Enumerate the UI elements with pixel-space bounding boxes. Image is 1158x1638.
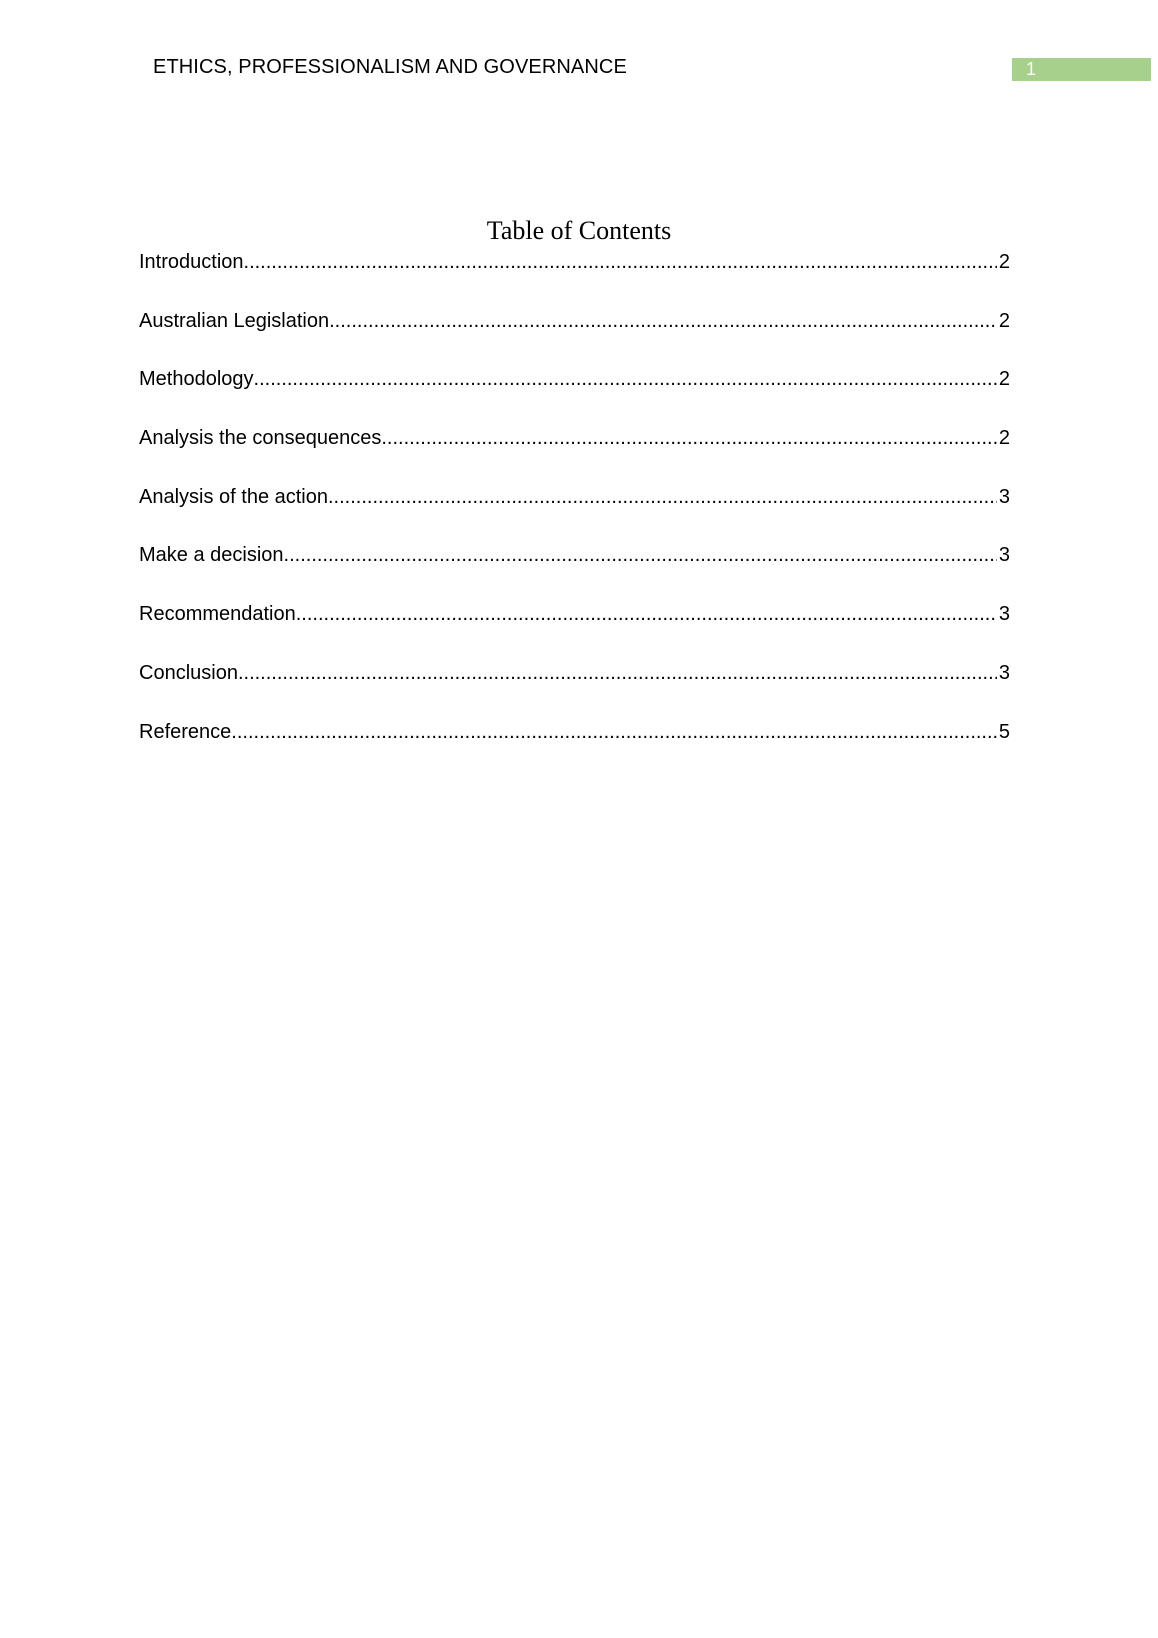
- toc-entry-recommendation[interactable]: [139, 600, 1010, 659]
- toc-dot-leader: [244, 248, 997, 276]
- toc-entry-methodology[interactable]: [139, 365, 1010, 424]
- toc-entry-label: Make a decision: [139, 544, 284, 567]
- toc-dot-leader: [328, 483, 997, 511]
- toc-entry-page: 2: [998, 251, 1010, 273]
- toc-entry-label: Recommendation: [139, 603, 296, 626]
- toc-entry-introduction[interactable]: [139, 248, 1010, 307]
- toc-dot-leader: [329, 307, 997, 335]
- toc-entry-analysis-consequences[interactable]: [139, 424, 1010, 483]
- toc-dot-leader: [231, 718, 997, 746]
- toc-entry-page: 5: [998, 720, 1010, 743]
- toc-entry-reference[interactable]: [139, 718, 1010, 777]
- toc-entry-label: Conclusion: [139, 661, 238, 684]
- toc-entry-label: Analysis of the action: [139, 485, 328, 508]
- toc-entry-australian-legislation[interactable]: [139, 307, 1010, 366]
- toc-entry-conclusion[interactable]: [139, 659, 1010, 718]
- toc-entry-page: 3: [998, 603, 1010, 626]
- running-header-title: ETHICS, PROFESSIONALISM AND GOVERNANCE: [153, 56, 627, 78]
- page-number-badge: [1012, 58, 1151, 81]
- toc-dot-leader: [381, 424, 997, 452]
- toc-title: Table of Contents: [486, 216, 672, 245]
- toc-entry-analysis-action[interactable]: [139, 483, 1010, 542]
- toc-entry-page: 3: [998, 485, 1010, 508]
- toc-dot-leader: [254, 365, 997, 393]
- toc-dot-leader: [238, 659, 997, 687]
- toc-entry-label: Reference: [139, 720, 232, 743]
- toc-entry-page: 2: [998, 368, 1010, 391]
- toc-entry-label: Methodology: [139, 368, 254, 391]
- toc-entry-make-decision[interactable]: [139, 541, 1010, 600]
- toc-entry-label: Introduction: [139, 251, 244, 273]
- toc-entry-page: 3: [998, 661, 1010, 684]
- page-number: 1: [1026, 59, 1037, 79]
- toc-entry-label: Analysis the consequences: [139, 427, 382, 450]
- toc-entry-page: 2: [998, 427, 1010, 450]
- toc-entry-label: Australian Legislation: [139, 309, 330, 332]
- toc-entry-page: 2: [998, 309, 1010, 332]
- table-of-contents: [139, 248, 1010, 776]
- toc-dot-leader: [296, 600, 997, 628]
- toc-dot-leader: [284, 541, 997, 569]
- toc-entry-page: 3: [998, 544, 1010, 567]
